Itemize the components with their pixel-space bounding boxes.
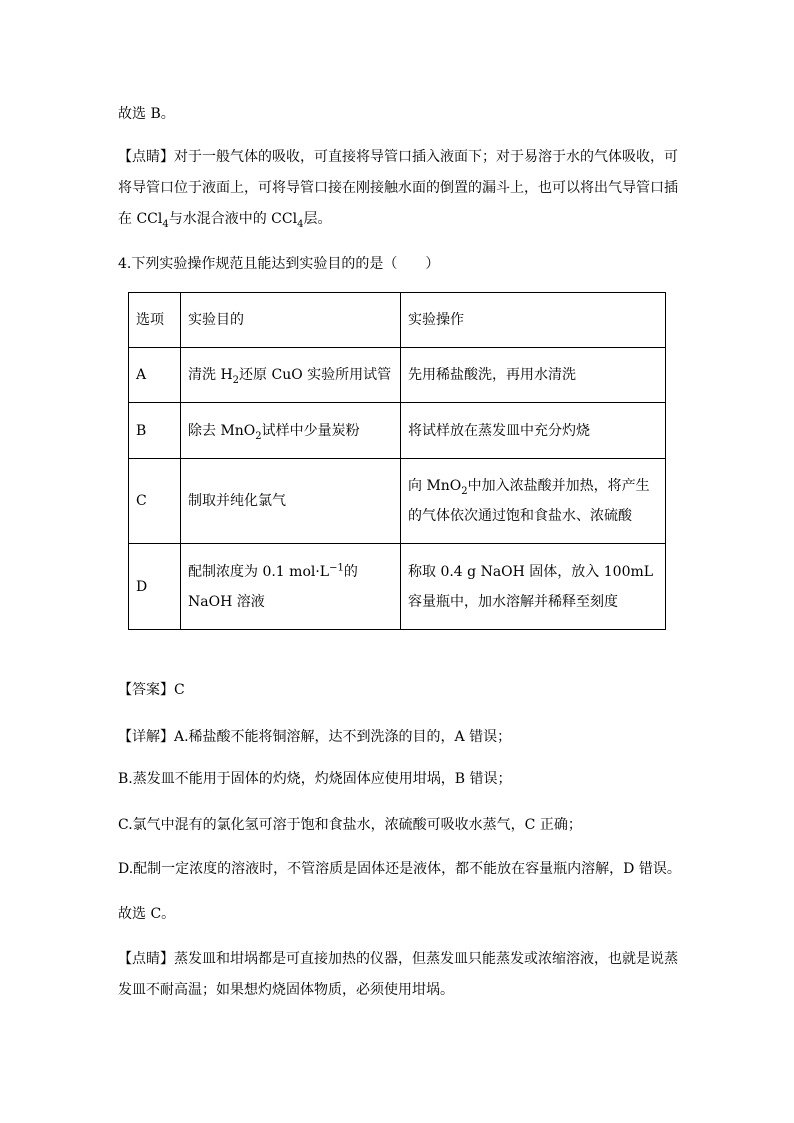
note-tag: 【点睛】 [118, 149, 174, 165]
header-operation: 实验操作 [401, 293, 666, 348]
purpose-cell: 配制浓度为 0.1 $mol\cdot L^{-1}$的 NaOH 溶液 [181, 544, 401, 630]
subscript: 4 [162, 218, 169, 230]
operation-cell: 向 MnO$_2$中加入浓盐酸并加热，将产生的气体依次通过饱和食盐水、浓硫酸 [401, 459, 666, 544]
explanation-tag: 【详解】 [118, 729, 174, 745]
subscript: 4 [297, 218, 304, 230]
purpose-cell: 制取并纯化氯气 [181, 459, 401, 544]
explanation-line-a: 【详解】A.稀盐酸不能将铜溶解，达不到洗涤的目的，A 错误； [118, 729, 512, 745]
table-row [129, 348, 666, 403]
purpose-cell: 清洗 $H_2$还原 CuO 实验所用试管 [181, 348, 401, 403]
answer-tag: 【答案】 [118, 682, 174, 698]
note-paragraph-1 [118, 142, 678, 235]
explanation-conclusion: 故选 C。 [118, 906, 176, 922]
answer-value: C [174, 682, 185, 698]
purpose-cell: 除去 MnO$_2$试样中少量炭粉 [181, 403, 401, 459]
option-cell: A [129, 348, 181, 403]
note-text: 蒸发皿和坩埚都是可直接加热的仪器，但蒸发皿只能蒸发或浓缩溶液，也就是说蒸发皿不耐高温；如果想灼烧固体物质，必须使用坩埚。 [118, 951, 678, 998]
note-text-c: 层。 [303, 211, 332, 227]
note-paragraph-2 [118, 944, 678, 1006]
answer-line [118, 680, 185, 700]
table-row [129, 544, 666, 630]
explanation-line-d: D.配制一定浓度的溶液时，不管溶质是固体还是液体，都不能放在容量瓶内溶解，D 错误。 [118, 861, 681, 877]
question-table [128, 292, 666, 630]
operation-cell: 将试样放在蒸发皿中充分灼烧 [401, 403, 666, 459]
table-row [129, 459, 666, 544]
note-text-b: 与水混合液中的 CCl [168, 211, 298, 227]
table-row [129, 403, 666, 459]
question-stem: 4.下列实验操作规范且能达到实验目的的是（ ） [118, 256, 440, 272]
option-cell: C [129, 459, 181, 544]
explanation-line-b: B.蒸发皿不能用于固体的灼烧，灼烧固体应使用坩埚，B 错误； [118, 771, 512, 787]
previous-conclusion: 故选 B。 [118, 106, 175, 122]
operation-cell: 称取 0.4 g NaOH 固体，放入 100mL 容量瓶中，加水溶解并稀释至刻度 [401, 544, 666, 630]
header-purpose: 实验目的 [181, 293, 401, 348]
header-option: 选项 [129, 293, 181, 348]
option-cell: B [129, 403, 181, 459]
explanation-line-c: C.氯气中混有的氯化氢可溶于饱和食盐水，浓硫酸可吸收水蒸气，C 正确； [118, 817, 582, 833]
note-text-a: 对于一般气体的吸收，可直接将导管口插入液面下；对于易溶于水的气体吸收，可将导管口位于液面上，可将导管口接在刚接触水面的倒置的漏斗上，也可以将出气导管口插在 CCl [118, 149, 678, 227]
option-cell: D [129, 544, 181, 630]
table-header-row [129, 293, 666, 348]
note-tag: 【点睛】 [118, 951, 174, 967]
operation-cell: 先用稀盐酸洗，再用水清洗 [401, 348, 666, 403]
